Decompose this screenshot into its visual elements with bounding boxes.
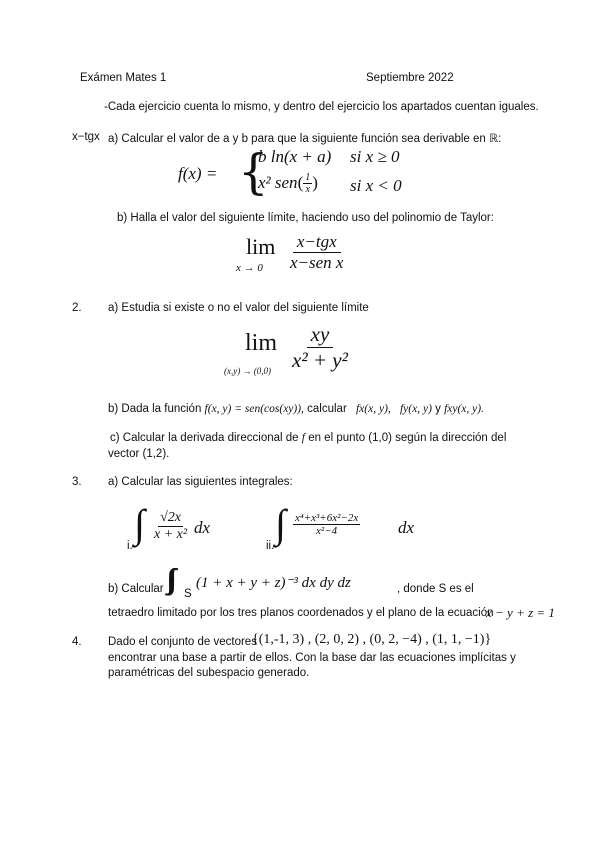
q2b-line: [108, 403, 484, 415]
q2c-f: f: [301, 432, 305, 444]
q2a-text: a) Estudia si existe o no el valor del siguiente límite: [108, 302, 369, 314]
q1-lim-den: x−sen x: [290, 253, 344, 272]
q2-frac-num: xy: [307, 322, 334, 348]
q1-case2-expr: x² sen: [258, 172, 298, 192]
q3b-prefix: b) Calcular: [108, 583, 164, 595]
q2b-and: y: [435, 403, 441, 415]
q3-ii-den: x²−4: [316, 525, 338, 537]
q3-i-integrand: [152, 510, 189, 543]
q3b-integrand: (1 + x + y + z)⁻³ dx dy dz: [196, 575, 351, 591]
q3-i-num: √2x: [160, 510, 181, 525]
q3-i-dx: dx: [194, 518, 211, 537]
q3-i-label: i.: [127, 540, 133, 552]
q2-lim-sub: (x,y) → (0,0): [224, 366, 271, 376]
q1a-text: a) Calcular el valor de a y b para que la siguiente función sea derivable en ℝ:: [108, 133, 502, 145]
q1-case1: b ln(x + a): [258, 147, 332, 166]
q2c-text1: c) Calcular la derivada direccional de: [110, 432, 299, 444]
q3b-plane-eq: x − y + z = 1: [486, 605, 555, 620]
q1b-text: b) Halla el valor del siguiente límite, haciendo uso del polinomio de Taylor:: [117, 212, 494, 224]
q2b-fxy: fxy(x, y).: [444, 403, 484, 415]
exam-title: Exámen Mates 1: [80, 72, 167, 84]
q2-frac-den: x² + y²: [292, 348, 348, 372]
q2c-line1: [110, 432, 506, 444]
q4-number: 4.: [72, 636, 82, 648]
q3-number: 3.: [72, 476, 82, 488]
q2b-fy: fy(x, y): [399, 403, 432, 415]
q1-limit-fraction: [286, 232, 347, 273]
q4-vectors: {(1,-1, 3) , (2, 0, 2) , (0, 2, −4) , (1, 1, −1)}: [252, 632, 492, 647]
q2b-calcular: calcular: [307, 403, 347, 415]
q2b-function: f(x, y) = sen(cos(xy)),: [204, 403, 304, 415]
q2b-fx: fx(x, y),: [355, 403, 391, 415]
q3-ii-integrand: [293, 512, 360, 537]
intro-text: -Cada ejercicio cuenta lo mismo, y dentro del ejercicio los apartados cuentan iguales.: [104, 101, 539, 113]
q4-line1: Dado el conjunto de vectores: [108, 636, 257, 648]
q1-lim-num: x−tgx: [293, 232, 341, 253]
q1-case1-condition: si x ≥ 0: [350, 147, 400, 166]
q3-ii-integral-sign: ∫: [275, 501, 286, 546]
q3a-text: a) Calcular las siguientes integrales:: [108, 476, 293, 488]
q1-lim: lim: [246, 234, 276, 259]
q2-limit-fraction: [288, 322, 352, 373]
q1-function-name: f(x) =: [178, 164, 218, 183]
q3-i-den: x + x²: [154, 527, 188, 542]
q2b-prefix: b) Dada la función: [108, 403, 202, 415]
q1-brace: {: [238, 144, 269, 200]
q4-line2: encontrar una base a partir de ellos. Con la base dar las ecuaciones implícitas y: [108, 652, 516, 664]
q1-number: x−tgx: [72, 131, 100, 143]
q1-case2-num: 1: [305, 172, 311, 183]
q4-line3: paramétricas del subespacio generado.: [108, 667, 310, 679]
exam-date: Septiembre 2022: [366, 72, 454, 84]
q1-lim-sub: x → 0: [236, 262, 263, 274]
q2c-line2: vector (1,2).: [108, 448, 170, 460]
q2-number: 2.: [72, 302, 82, 314]
q1-case2: x² sen( $\frac{1}{x}$ ): [258, 172, 318, 195]
q3-i-integral-sign: ∫: [134, 501, 145, 546]
q3b-region: S: [184, 588, 192, 600]
q2c-text2: en el punto (1,0) según la dirección del: [308, 432, 507, 444]
q3-ii-dx: dx: [398, 518, 415, 537]
q2-lim: lim: [245, 330, 278, 356]
q3-ii-num: x⁴+x³+6x²−2x: [295, 512, 359, 524]
q1-case2-condition: si x < 0: [350, 176, 402, 195]
q3b-suffix: , donde S es el: [397, 583, 474, 595]
q3b-line2: tetraedro limitado por los tres planos coordenados y el plano de la ecuación: [108, 607, 494, 619]
q3-ii-label: ii.: [266, 540, 275, 552]
q1-case2-den: x: [305, 184, 310, 195]
